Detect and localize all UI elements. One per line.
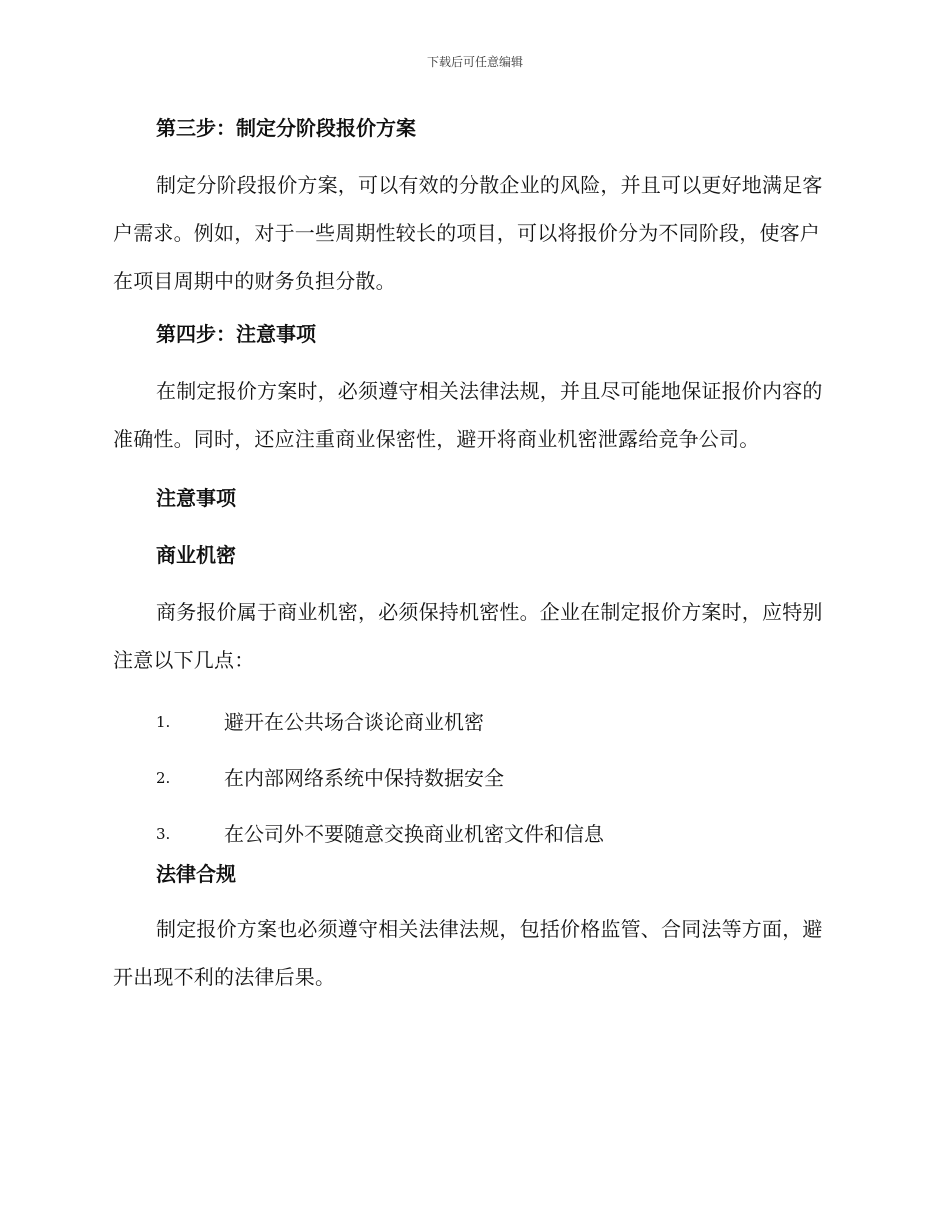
heading-notes: 注意事项 bbox=[156, 486, 236, 510]
list-item bbox=[113, 760, 833, 816]
heading-legal-compliance: 法律合规 bbox=[156, 862, 236, 886]
document-body bbox=[113, 110, 833, 1001]
list-item bbox=[113, 704, 833, 760]
list-item bbox=[113, 816, 833, 856]
paragraph-legal-compliance: 制定报价方案也必须遵守相关法律法规，包括价格监管、合同法等方面，避开出现不利的法律后果。 bbox=[113, 917, 823, 989]
heading-step-three: 第三步：制定分阶段报价方案 bbox=[156, 116, 416, 140]
list-item-text: 避开在公共场合谈论商业机密 bbox=[224, 710, 484, 734]
paragraph-step-three: 制定分阶段报价方案，可以有效的分散企业的风险，并且可以更好地满足客户需求。例如，对于一些周期性较长的项目，可以将报价分为不同阶段，使客户在项目周期中的财务负担分散。 bbox=[113, 173, 823, 293]
list-item-text: 在公司外不要随意交换商业机密文件和信息 bbox=[224, 822, 604, 846]
heading-step-four: 第四步：注意事项 bbox=[156, 322, 316, 346]
list-item-number: 1. bbox=[156, 713, 171, 731]
trade-secret-list bbox=[113, 704, 833, 856]
paragraph-trade-secret: 商务报价属于商业机密，必须保持机密性。企业在制定报价方案时，应特别注意以下几点： bbox=[113, 600, 823, 672]
heading-trade-secret: 商业机密 bbox=[156, 543, 236, 567]
list-item-number: 3. bbox=[156, 825, 171, 843]
page-header: 下载后可任意编辑 bbox=[426, 55, 523, 69]
paragraph-step-four: 在制定报价方案时，必须遵守相关法律法规，并且尽可能地保证报价内容的准确性。同时，还应注重商业保密性，避开将商业机密泄露给竞争公司。 bbox=[113, 379, 823, 451]
list-item-text: 在内部网络系统中保持数据安全 bbox=[224, 766, 504, 790]
list-item-number: 2. bbox=[156, 769, 171, 787]
